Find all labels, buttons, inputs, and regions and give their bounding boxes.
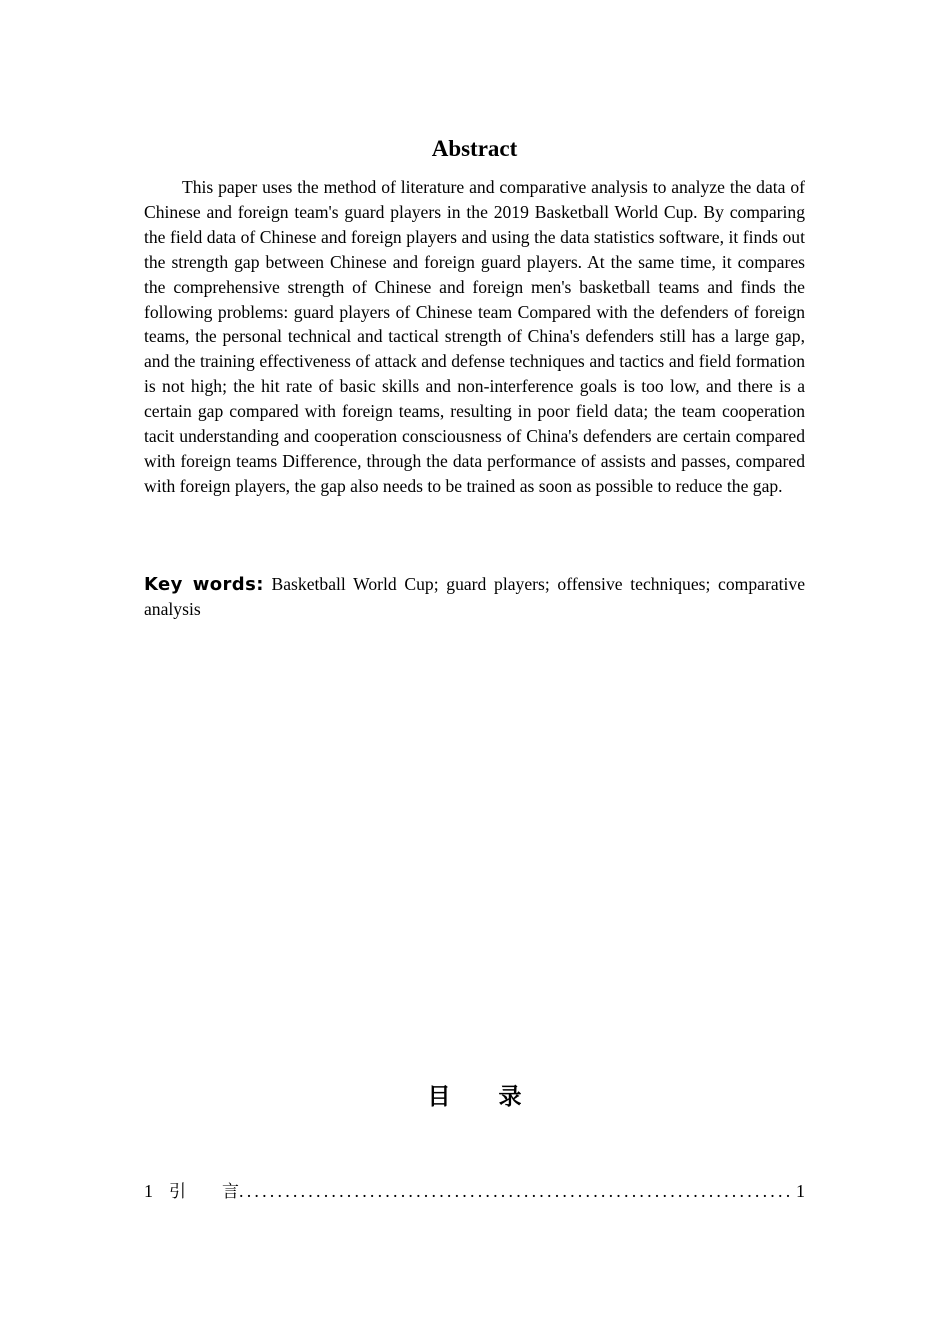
toc-entry-label: [169, 1178, 239, 1206]
keywords-text: Basketball World Cup; guard players; offensive techniques; comparative analysis: [144, 574, 806, 619]
toc-heading-char-1: 目: [427, 1084, 451, 1110]
keywords-paragraph: [144, 572, 805, 622]
toc-entry-label-char-2: 言: [222, 1182, 239, 1202]
toc-entry[interactable]: [144, 1177, 805, 1205]
toc-entry-page: 1: [796, 1181, 805, 1201]
abstract-heading: Abstract: [431, 136, 518, 161]
keywords-label: Key words:: [144, 574, 264, 595]
toc-dot-leader: [239, 1177, 794, 1205]
toc-heading-char-2: 录: [498, 1084, 522, 1110]
toc-entry-number: 1: [144, 1181, 153, 1201]
abstract-body: This paper uses the method of literature and comparative analysis to analyze the data of Chinese and foreign team's guard players in the 2019 Basketball World Cup. By comparing the field data of Chinese and foreign players and using the data statistics software, it finds out the strength gap between Chinese and foreign guard players. At the same time, it compares the comprehensive strength of Chinese and foreign men's basketball teams and finds the following problems: guard players of Chinese team Compared with the defenders of foreign teams, the personal technical and tactical strength of China's defenders still has a large gap, and the training effectiveness of attack and defense techniques and tactics and field formation is not high; the hit rate of basic skills and non-interference goals is too low, and there is a certain gap compared with foreign teams, resulting in poor field data; the team cooperation tacit understanding and cooperation consciousness of China's defenders are certain compared with foreign teams Difference, through the data performance of assists and passes, compared with foreign players, the gap also needs to be trained as soon as possible to reduce the gap.: [144, 177, 805, 496]
toc-heading: [144, 1079, 805, 1115]
toc-entry-label-char-1: 引: [169, 1182, 186, 1202]
